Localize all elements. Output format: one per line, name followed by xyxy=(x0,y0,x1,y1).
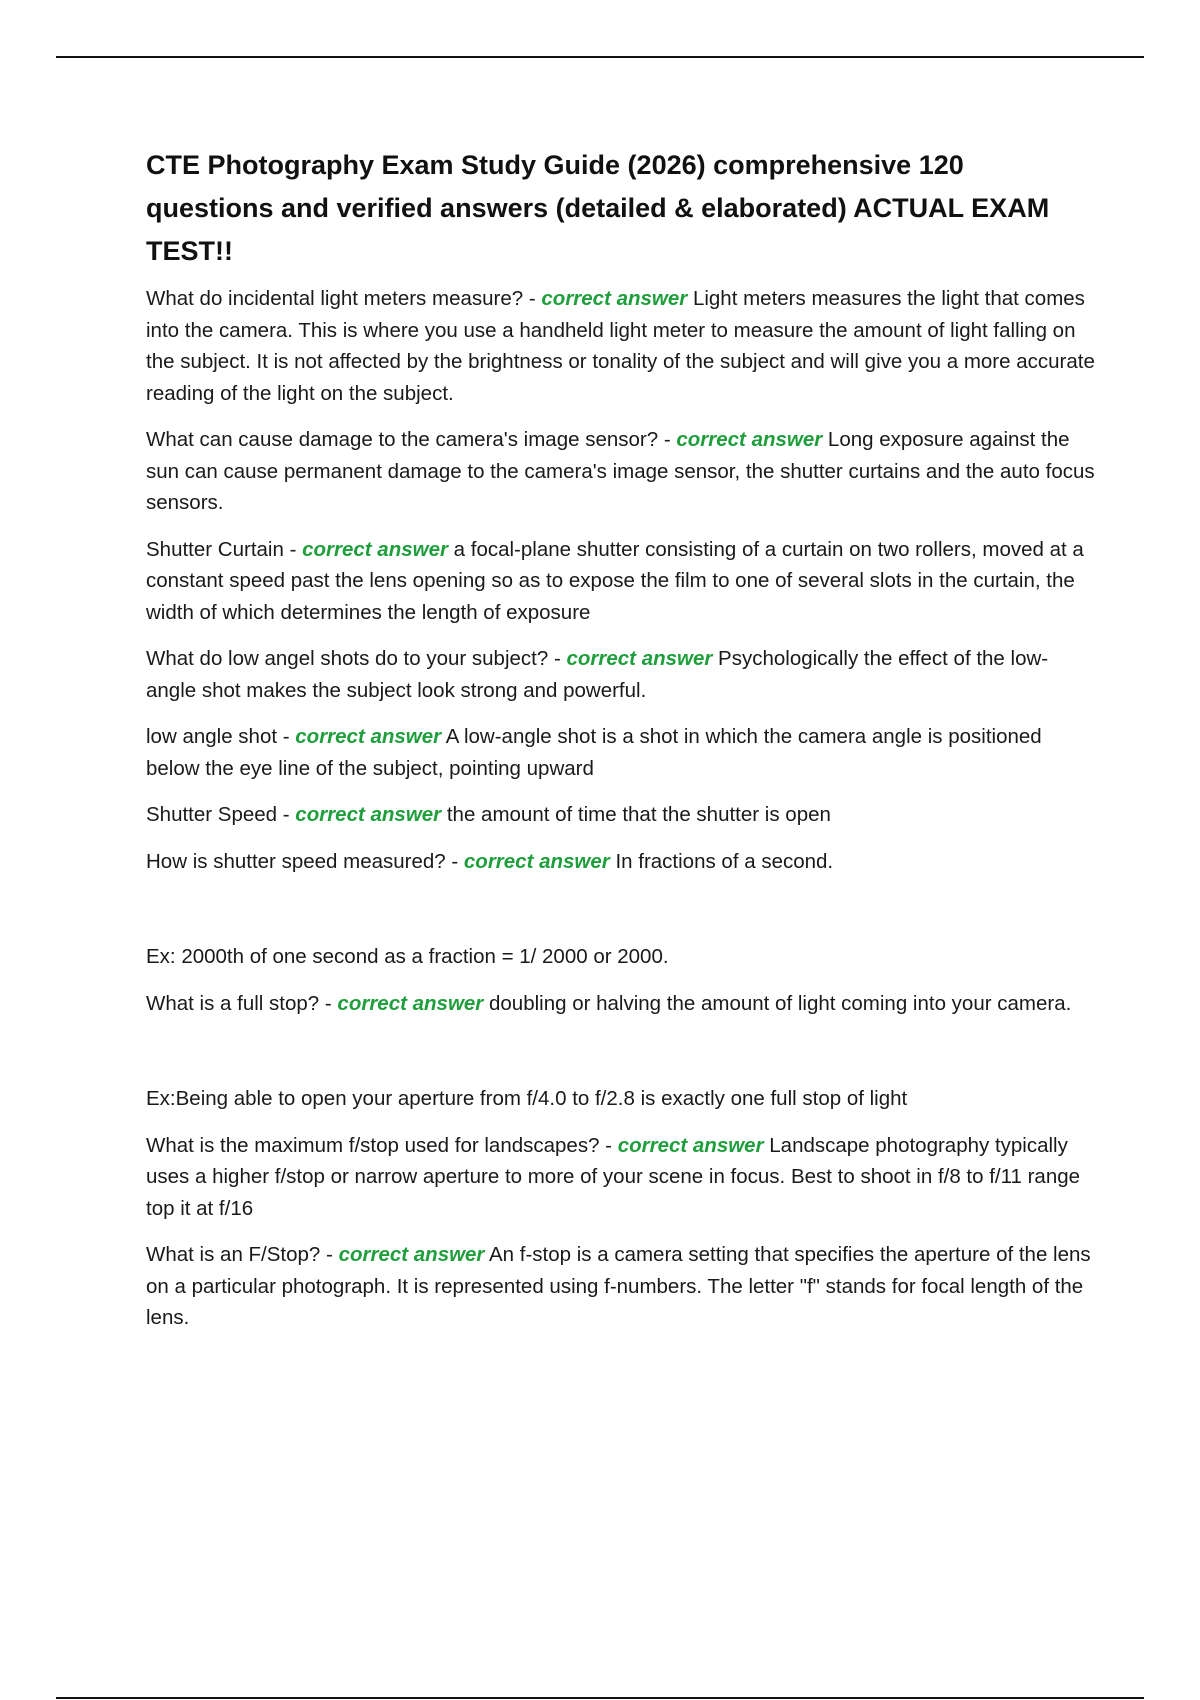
question-text: What is the maximum f/stop used for landscapes? xyxy=(146,1133,600,1157)
answer-text: In fractions of a second. xyxy=(615,849,834,873)
correct-answer-label: correct answer xyxy=(566,647,713,670)
separator: - xyxy=(445,849,464,873)
correct-answer-label: correct answer xyxy=(676,428,823,451)
document-body xyxy=(146,144,1096,1349)
question-text: Shutter Curtain xyxy=(146,537,284,561)
question-text: low angle shot xyxy=(146,725,278,748)
separator: - xyxy=(658,428,677,451)
answer-text: Psychologically the effect of the low- angle shot makes the subject look strong and powerful. xyxy=(146,647,1049,702)
answer-text: Long exposure against the sun can cause permanent damage to the camera's image sensor, the shutter curtains and the auto focus sensors. xyxy=(146,428,1095,514)
correct-answer-label: correct answer xyxy=(541,287,688,310)
correct-answer-label: correct answer xyxy=(337,991,484,1015)
answer-text: Landscape photography typically uses a higher f/stop or narrow aperture to more of your scene in focus. Best to shoot in f/8 to f/11 range top it at f/16 xyxy=(146,1133,1081,1220)
qa-entry xyxy=(146,1239,1096,1334)
qa-entry xyxy=(146,534,1096,629)
correct-answer-label: correct answer xyxy=(617,1133,764,1157)
answer-text: Light meters measures the light that comes into the camera. This is where you use a handheld light meter to measure the amount of light falling on the subject. It is not affected by the brightness or tonality of the subject and will give you a more accurate reading of the light on the subject. xyxy=(146,287,1095,405)
qa-entry xyxy=(146,424,1096,519)
footer-rule xyxy=(56,1697,1144,1699)
question-text: Shutter Speed xyxy=(146,803,278,826)
qa-entry xyxy=(146,988,1096,1020)
correct-answer-label: correct answer xyxy=(295,725,442,748)
qa-entry xyxy=(146,283,1096,409)
example-text: Ex:Being able to open your aperture from f/4.0 to f/2.8 is exactly one full stop of light xyxy=(146,1087,908,1110)
answer-text: doubling or halving the amount of light coming into your camera. xyxy=(488,991,1072,1015)
separator: - xyxy=(319,991,338,1015)
correct-answer-label: correct answer xyxy=(302,537,448,561)
separator: - xyxy=(523,287,542,310)
separator: - xyxy=(599,1133,618,1157)
separator: - xyxy=(548,647,567,670)
separator: - xyxy=(283,537,303,561)
correct-answer-label: correct answer xyxy=(295,803,442,826)
answer-text: A low-angle shot is a shot in which the camera angle is positioned below the eye line of the subject, pointing upward xyxy=(146,725,1042,780)
question-text: What is a full stop? xyxy=(146,991,320,1015)
header-rule xyxy=(56,56,1144,58)
qa-entry xyxy=(146,799,1096,831)
question-text: What do incidental light meters measure? xyxy=(146,287,524,310)
question-text: What do low angel shots do to your subject? xyxy=(146,647,549,670)
answer-text: An f-stop is a camera setting that specifies the aperture of the lens on a particular photograph. It is represented using f-numbers. The letter "f" stands for focal length of the lens. xyxy=(146,1243,1091,1329)
qa-entry xyxy=(146,1130,1096,1225)
separator: - xyxy=(277,803,296,826)
answer-text: a focal-plane shutter consisting of a curtain on two rollers, moved at a constant speed past the lens opening so as to expose the film to one of several slots in the curtain, the width of which determines the length of exposure xyxy=(146,537,1084,624)
correct-answer-label: correct answer xyxy=(463,849,610,873)
correct-answer-label: correct answer xyxy=(338,1243,485,1266)
separator: - xyxy=(320,1243,339,1266)
question-text: What is an F/Stop? xyxy=(146,1243,321,1266)
qa-entry xyxy=(146,643,1096,706)
question-text: How is shutter speed measured? xyxy=(146,849,446,873)
qa-entry xyxy=(146,721,1096,784)
separator: - xyxy=(277,725,296,748)
document-title: CTE Photography Exam Study Guide (2026) comprehensive 120 questions and verified answers (detailed & elaborated) ACTUAL EXAM TEST!! xyxy=(146,150,1050,266)
example-text: Ex: 2000th of one second as a fraction = 1/ 2000 or 2000. xyxy=(146,945,669,968)
question-text: What can cause damage to the camera's image sensor? xyxy=(146,428,659,451)
qa-entry xyxy=(146,846,1096,878)
answer-text: the amount of time that the shutter is open xyxy=(446,803,831,826)
